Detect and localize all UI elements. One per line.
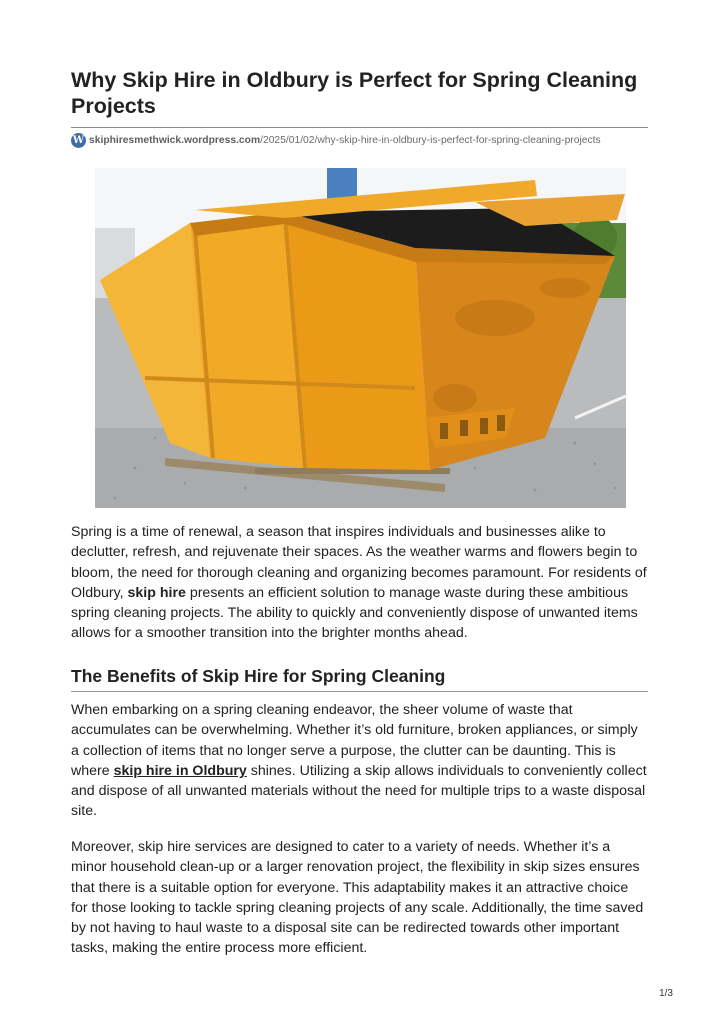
source-path[interactable]: /2025/01/02/why-skip-hire-in-oldbury-is-perfect-for-spring-cleaning-projects <box>260 134 601 146</box>
skip-hire-oldbury-link[interactable]: skip hire in Oldbury <box>113 762 247 779</box>
title-divider <box>71 127 648 128</box>
section-divider <box>71 691 648 692</box>
wordpress-icon: W <box>72 134 85 146</box>
page-indicator: 1/3 <box>659 988 673 999</box>
intro-bold-skip-hire: skip hire <box>127 584 186 601</box>
benefits-text-2: shines. Utilizing a skip allows individuals to conveniently collect and dispose of all unwanted materials without the need for multiple trips to a waste disposal site. <box>71 762 647 820</box>
intro-text-2: presents an efficient solution to manage waste during these ambitious spring cleaning projects. The ability to quickly and conveniently dispose of unwanted items allows for a smoother transition into the brighter months ahead. <box>71 584 638 642</box>
skip-container-image <box>95 168 626 508</box>
section-heading: The Benefits of Skip Hire for Spring Cleaning <box>71 666 446 686</box>
article-title: Why Skip Hire in Oldbury is Perfect for Spring Cleaning Projects <box>71 68 638 118</box>
benefits-paragraph-2: Moreover, skip hire services are designed to cater to a variety of needs. Whether it’s a minor household clean-up or a larger renovation project, the flexibility in skip sizes ensures that there is a suitable option for everyone. This adaptability makes it an attractive choice for those looking to tackle spring cleaning projects of any scale. Additionally, the time saved by not having to haul waste to a disposal site can be redirected towards other important tasks, making the entire process more efficient. <box>71 839 644 957</box>
benefits-text-1: When embarking on a spring cleaning endeavor, the sheer volume of waste that accumulates can be overwhelming. Whether it’s old furniture, broken appliances, or simply a collection of items that no longer serve a purpose, the clutter can be daunting. This is where <box>71 702 638 779</box>
source-host[interactable]: skiphiresmethwick.wordpress.com <box>89 134 261 146</box>
benefits-paragraph-1 <box>71 700 648 822</box>
intro-paragraph <box>71 522 648 644</box>
intro-text-1: Spring is a time of renewal, a season that inspires individuals and businesses alike to declutter, refresh, and rejuvenate their spaces. As the weather warms and flowers begin to bloom, the need for thorough cleaning and organizing becomes paramount. For residents of Oldbury, <box>71 524 647 601</box>
source-line <box>71 131 648 149</box>
